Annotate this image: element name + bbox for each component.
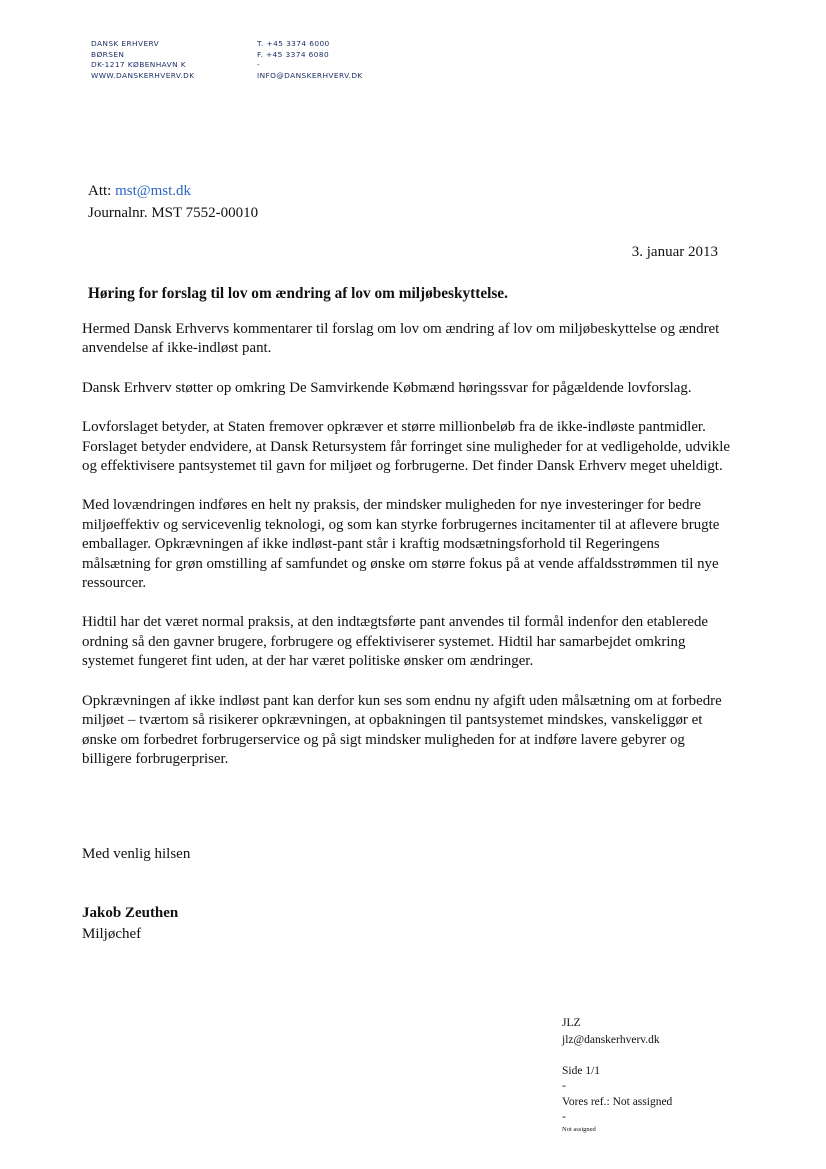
meta-separator: - [562, 1111, 566, 1123]
journal-number: Journalnr. MST 7552-00010 [88, 205, 259, 221]
letterhead-company: DANSK ERHVERV [91, 39, 160, 48]
letterhead-email: INFO@DANSKERHVERV.DK [257, 70, 363, 80]
meta-page-number: Side 1/1 [562, 1065, 601, 1077]
letter-body [82, 320, 732, 789]
meta-separator: - [562, 1080, 566, 1092]
letterhead-phone: T. +45 3374 6000 [257, 39, 330, 48]
meta-initials: JLZ [562, 1017, 581, 1029]
signatory-name: Jakob Zeuthen [82, 905, 179, 921]
letterhead-contact [257, 39, 363, 81]
meta-email: jlz@danskerhverv.dk [562, 1034, 660, 1046]
body-paragraph: Hermed Dansk Erhvervs kommentarer til forslag om lov om ændring af lov om miljøbeskyttelse og ændret anvendelse af ikke-indløst pant. [82, 321, 720, 357]
letter-date: 3. januar 2013 [631, 244, 718, 260]
letterhead-website: WWW.DANSKERHVERV.DK [91, 70, 195, 80]
meta-small-note: Not assigned [562, 1126, 596, 1133]
body-paragraph: Med lovændringen indføres en helt ny praksis, der mindsker muligheden for nye investeringer for bedre miljøeffektiv og servicevenlig teknologi, og som kan styrke forbrugernes incitamenter til at aflevere brugte emballager. Opkrævningen af ikke indløst-pant står i kraftig modsætningsforhold til Regeringens målsætning for grøn omstilling af samfundet og ønske om større fokus på at vende affaldsstrømmen til nye ressourcer. [82, 497, 720, 592]
letterhead-postal: DK-1217 KØBENHAVN K [91, 60, 187, 70]
letterhead-building: BØRSEN [91, 49, 125, 59]
body-paragraph: Dansk Erhverv støtter op omkring De Samvirkende Købmænd høringssvar for pågældende lovforslag. [82, 379, 692, 396]
meta-reference: Vores ref.: Not assigned [562, 1096, 673, 1108]
recipient-att [88, 181, 191, 201]
att-email-link[interactable]: mst@mst.dk [115, 183, 192, 199]
att-label: Att: [88, 183, 116, 199]
letter-subject: Høring for forslag til lov om ændring af lov om miljøbeskyttelse. [88, 285, 508, 302]
body-paragraph: Hidtil har det været normal praksis, at den indtægtsførte pant anvendes til formål indenfor den etablerede ordning så den gavner brugere, forbrugere og effektiviserer systemet. Hidtil har samarbejdet omkring systemet fungeret fint uden, at der har været politiske ønsker om ændringer. [82, 614, 709, 670]
letterhead-fax: F. +45 3374 6080 [257, 49, 330, 59]
body-paragraph: Opkrævningen af ikke indløst pant kan derfor kun ses som endnu ny afgift uden målsætning om at forbedre miljøet – tværtom så risikerer opkrævningen, at opbakningen til pantsystemet mindskes, vanskeliggør et ønske om forbedret forbrugerservice og på sigt mindsker muligheden for at indføre lavere gebyrer og billigere forbrugerpriser. [82, 692, 722, 767]
closing-salutation: Med venlig hilsen [82, 846, 191, 862]
signatory-title: Miljøchef [82, 926, 142, 942]
letterhead-address [91, 39, 195, 81]
body-paragraph: Lovforslaget betyder, at Staten fremover opkræver et større millionbeløb fra de ikke-indløste pantmidler. Forslaget betyder endvidere, at Dansk Retursystem får forringet sine muligheder for at vedligeholde, udvikle og effektivisere pantsystemet til gavn for miljøet og forbrugerne. Det finder Dansk Erhverv meget uheldigt. [82, 419, 730, 475]
letterhead-dash: - [257, 60, 261, 70]
